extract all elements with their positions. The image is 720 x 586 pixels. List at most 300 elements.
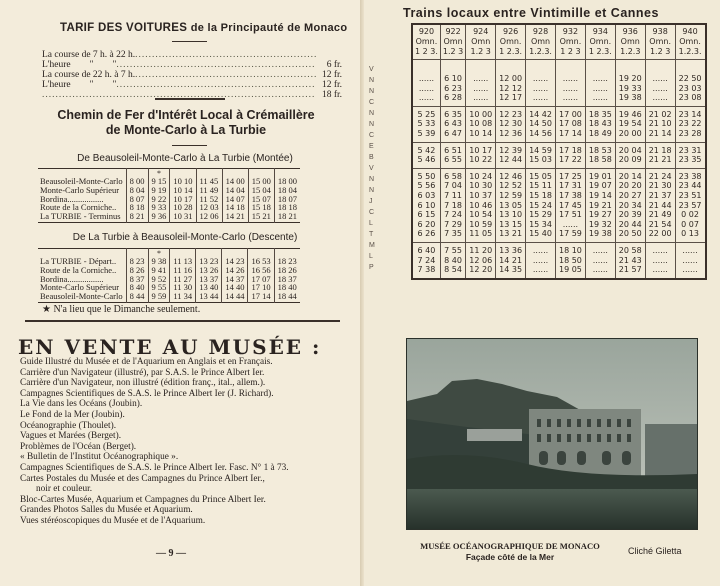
time-cell: 13 21 <box>499 229 523 239</box>
time-cell: 6 35 <box>444 109 462 119</box>
time-cell: 14 26 <box>225 264 245 275</box>
header-line: 932 <box>562 27 579 36</box>
time-cell: 23 14 <box>678 109 702 119</box>
header-line: Omn. <box>589 37 612 46</box>
time-cell: 12 17 <box>499 93 523 103</box>
time-cell: ...... <box>473 83 489 93</box>
departure-column <box>248 249 274 303</box>
train-block <box>412 106 706 142</box>
header-line: 1.2.3 <box>620 47 641 56</box>
time-cell: 18 43 <box>588 119 612 129</box>
time-cell: 13 23 <box>199 256 219 266</box>
train-header <box>555 24 585 60</box>
time-cell: 20 20 <box>618 181 642 191</box>
time-cell: ...... <box>652 74 668 83</box>
time-cell: 7 04 <box>444 181 462 191</box>
vente-item: Problèmes de l'Océan (Berget). <box>20 441 137 452</box>
header-line: 1 2.3. <box>499 47 523 56</box>
time-cell-group <box>675 60 705 107</box>
time-cell: 14 00 <box>225 176 245 186</box>
time-cell: 19 38 <box>588 229 612 239</box>
departure-column <box>222 249 248 303</box>
time-cell: ...... <box>652 265 668 275</box>
header-line: Omn <box>620 37 640 46</box>
descent-timetable <box>38 248 300 303</box>
time-cell: 14 59 <box>529 145 552 155</box>
vente-item: Campagnes Scientifiques de S.A.S. le Prince Albert Ier. Fasc. N° 1 à 73. <box>20 462 289 473</box>
time-cell: 5 39 <box>417 128 436 138</box>
time-cell: 21 14 <box>648 128 672 138</box>
departure-column <box>196 249 222 303</box>
time-cell: 7 29 <box>444 219 462 229</box>
time-cell: ...... <box>532 93 549 103</box>
tarif-row <box>42 70 342 80</box>
departure-column <box>196 169 222 223</box>
header-line: 1.2 3 <box>470 47 491 56</box>
time-cell: 10 22 <box>469 155 493 165</box>
time-cell-group <box>496 242 526 278</box>
leader-dots <box>135 50 316 60</box>
time-cell: 8 21 <box>129 211 145 222</box>
museum-photo-image <box>407 339 697 529</box>
time-cell: 7 38 <box>417 265 436 275</box>
margin-letter: N <box>369 77 375 84</box>
vente-item: Vues stéréoscopiques du Musée et de l'Aquarium. <box>20 515 206 526</box>
time-cell: ...... <box>652 255 668 265</box>
time-cell: 5 56 <box>417 181 436 191</box>
vente-title: EN VENTE AU MUSÉE : <box>18 335 322 359</box>
header-line: 928 <box>532 27 549 36</box>
time-cell: 13 05 <box>499 200 523 210</box>
time-cell: 21 30 <box>648 181 672 191</box>
time-cell: 13 40 <box>199 282 219 293</box>
time-cell: ...... <box>592 93 608 103</box>
time-cell: 18 40 <box>277 282 297 293</box>
time-cell: 17 07 <box>251 273 271 284</box>
time-cell: 17 45 <box>558 200 582 210</box>
time-cell: 6 43 <box>444 119 462 129</box>
rack-railway-title <box>26 108 346 138</box>
vente-item: Le Fond de la Mer (Joubin). <box>20 409 125 420</box>
time-cell: ...... <box>532 83 549 93</box>
time-cell: 23 35 <box>678 155 702 165</box>
time-cell: 22 50 <box>678 74 702 83</box>
time-cell-group <box>555 242 585 278</box>
time-cell: 10 17 <box>469 145 493 155</box>
station-name: Beausoleil-Monte-Carlo <box>40 176 123 186</box>
time-cell: ...... <box>592 74 608 83</box>
time-cell: ...... <box>418 93 435 103</box>
time-cell: 23 44 <box>678 181 702 191</box>
time-cell: 19 07 <box>588 181 612 191</box>
time-cell: 23 31 <box>678 145 702 155</box>
time-cell: 10 28 <box>173 202 193 213</box>
time-cell: 6 20 <box>417 219 436 229</box>
time-cell: 20 14 <box>618 171 642 181</box>
time-cell: 19 27 <box>588 210 612 220</box>
time-cell: 10 17 <box>173 193 193 204</box>
time-cell: 5 33 <box>417 119 436 129</box>
time-cell: 19 54 <box>618 119 642 129</box>
header-line: Omn <box>443 37 463 46</box>
time-cell: 21 24 <box>648 171 672 181</box>
time-cell: 19 20 <box>618 74 642 83</box>
time-cell: 11 45 <box>199 176 219 186</box>
margin-letter: M <box>369 242 375 249</box>
vente-item: Bloc-Cartes Musée, Aquarium et Campagnes du Prince Albert Ier. <box>20 494 266 505</box>
vente-item: La Vie dans les Océans (Joubin). <box>20 399 143 410</box>
vente-item: Carrière d'un Navigateur (illustré), par S.A.S. le Prince Albert Ier. <box>20 367 265 378</box>
header-line: 1 2 3. <box>415 47 438 56</box>
time-cell: 15 24 <box>529 200 552 210</box>
time-cell: 19 32 <box>588 219 612 229</box>
trains-header <box>412 24 706 60</box>
time-cell: 20 58 <box>618 245 642 255</box>
margin-letter: N <box>369 88 375 95</box>
time-cell: 20 50 <box>618 229 642 239</box>
time-cell: 7 55 <box>444 245 462 255</box>
time-cell: 13 26 <box>199 264 219 275</box>
tarif-title <box>60 22 347 34</box>
time-cell: ...... <box>592 265 608 275</box>
time-cell: 5 46 <box>417 155 436 165</box>
departure-column <box>274 249 300 303</box>
margin-letter: L <box>369 220 373 227</box>
time-cell: 21 18 <box>648 145 672 155</box>
leader-dots <box>135 70 316 80</box>
time-cell-group <box>585 168 615 242</box>
tarif-label: La course de 7 h. à 22 h. <box>42 50 136 60</box>
time-cell-group <box>440 106 465 142</box>
time-cell-group <box>585 242 615 278</box>
ascent-timetable <box>38 168 300 223</box>
vente-item: « Bulletin de l'Institut Océanographique ». <box>20 452 179 463</box>
time-cell: 6 15 <box>417 210 436 220</box>
tarif-title-caps: TARIF DES VOITURES <box>60 22 188 34</box>
time-cell: 13 10 <box>499 210 523 220</box>
tarif-row <box>42 60 342 70</box>
time-cell: 14 44 <box>225 291 245 302</box>
time-cell: 16 56 <box>251 264 271 275</box>
vente-item: noir et couleur. <box>36 484 93 495</box>
tarif-price: 6 fr. <box>326 60 342 70</box>
margin-letter: L <box>369 253 373 260</box>
time-cell: 14 35 <box>499 265 523 275</box>
departure-column <box>148 249 170 303</box>
time-cell: 12 06 <box>469 255 493 265</box>
time-cell: 17 31 <box>558 181 582 191</box>
sunday-star: * <box>156 169 161 178</box>
time-cell: ...... <box>532 245 549 255</box>
time-cell: 8 23 <box>129 256 145 266</box>
departure-column <box>170 249 196 303</box>
time-cell: 7 24 <box>417 255 436 265</box>
margin-letter: C <box>369 132 375 139</box>
time-cell: 7 35 <box>444 229 462 239</box>
time-cell: 6 51 <box>444 145 462 155</box>
time-cell: ...... <box>682 265 698 275</box>
time-cell: ...... <box>532 74 549 83</box>
departure-column <box>126 169 148 223</box>
time-cell: 20 34 <box>618 200 642 210</box>
margin-letter: T <box>369 231 374 238</box>
tarif-row <box>42 50 342 60</box>
time-cell-group <box>412 242 440 278</box>
header-line: 936 <box>622 27 638 36</box>
time-cell: 17 00 <box>558 109 582 119</box>
time-cell: 10 30 <box>469 181 493 191</box>
tarif-label: L'heure " " <box>42 80 117 90</box>
time-cell: 14 18 <box>225 202 245 213</box>
time-cell: ...... <box>652 93 668 103</box>
time-cell: 22 00 <box>648 229 672 239</box>
time-cell-group <box>496 168 526 242</box>
time-cell: 14 50 <box>529 119 552 129</box>
time-cell: 14 21 <box>499 255 523 265</box>
time-cell: 23 22 <box>678 119 702 129</box>
time-cell: ...... <box>562 83 579 93</box>
time-cell: 18 10 <box>558 245 582 255</box>
time-cell-group <box>412 168 440 242</box>
time-cell: 11 13 <box>173 256 193 266</box>
time-cell: 17 10 <box>251 282 271 293</box>
time-cell: 23 38 <box>678 171 702 181</box>
time-cell: 9 19 <box>151 184 167 195</box>
time-cell: 21 37 <box>648 190 672 200</box>
margin-letter: V <box>369 165 374 172</box>
departure-column <box>222 169 248 223</box>
time-cell: 10 37 <box>469 190 493 200</box>
caption-line1: MUSÉE OCÉANOGRAPHIQUE DE MONACO <box>420 541 600 551</box>
time-cell: ...... <box>682 245 698 255</box>
time-cell: 14 04 <box>225 184 245 195</box>
time-cell: 9 38 <box>151 256 167 266</box>
time-cell: 5 25 <box>417 109 436 119</box>
station-name: Bordina................. <box>40 273 104 284</box>
header-line: Omn. <box>415 37 438 46</box>
header-row <box>412 24 706 60</box>
time-cell: 11 16 <box>173 264 193 275</box>
time-cell: 8 07 <box>129 193 145 204</box>
time-cell: 13 44 <box>199 291 219 302</box>
divider <box>172 145 207 146</box>
train-block <box>412 168 706 242</box>
time-cell: 15 18 <box>251 202 271 213</box>
station-name: Monte-Carlo Supérieur <box>40 184 120 195</box>
time-cell: ...... <box>592 255 608 265</box>
time-cell: ...... <box>652 83 668 93</box>
museum-photo <box>406 338 698 530</box>
train-header <box>526 24 556 60</box>
time-cell: 21 57 <box>618 265 642 275</box>
tarif-label: La course de 22 h. à 7 h. <box>42 70 136 80</box>
time-cell-group <box>496 60 526 107</box>
time-cell: 12 46 <box>499 171 523 181</box>
time-cell: 11 30 <box>173 282 193 293</box>
ascent-heading: De Beausoleil-Monte-Carlo à La Turbie (Montée) <box>77 153 293 164</box>
caption-line2: Façade côté de la Mer <box>465 552 555 562</box>
time-cell: 10 24 <box>469 171 493 181</box>
time-cell: 7 18 <box>444 200 462 210</box>
station-name: Bordina................. <box>40 193 104 204</box>
time-cell: 9 33 <box>151 202 167 213</box>
time-cell: 12 12 <box>499 83 523 93</box>
photo-credit: Cliché Giletta <box>628 546 682 556</box>
time-cell: 0 07 <box>681 219 699 229</box>
time-cell: 21 21 <box>648 155 672 165</box>
time-cell-group <box>645 60 675 107</box>
time-cell: 12 30 <box>499 119 523 129</box>
time-cell: 18 21 <box>277 211 297 222</box>
header-line: 1.2 3 <box>442 47 464 56</box>
header-line: Omn. <box>679 37 701 46</box>
time-cell: 7 11 <box>444 190 462 200</box>
time-cell: 11 27 <box>173 273 193 284</box>
time-cell: 8 18 <box>129 202 145 213</box>
header-line: 1.2.3. <box>678 47 702 56</box>
header-line: 1 2.3. <box>588 47 612 56</box>
time-cell: 11 20 <box>469 245 493 255</box>
time-cell: ...... <box>473 93 489 103</box>
time-cell-group <box>675 142 705 168</box>
time-cell: 6 10 <box>444 74 462 83</box>
header-line: 934 <box>592 27 608 36</box>
time-cell: 12 06 <box>199 211 219 222</box>
station-name: La TURBIE - Terminus <box>40 211 121 222</box>
leader-dots <box>116 80 316 90</box>
rack-title-line2: de Monte-Carlo à La Turbie <box>105 123 267 137</box>
time-cell: 6 23 <box>444 83 462 93</box>
tarif-label: L'heure " " <box>42 60 117 70</box>
tarif-price: 12 fr. <box>321 80 342 90</box>
tarif-list <box>42 50 342 100</box>
time-cell: ...... <box>473 74 489 83</box>
header-line: 1.2.3. <box>529 47 552 56</box>
time-cell: 9 15 <box>151 176 167 186</box>
station-name: Beausoleil-Monte-Carlo <box>40 291 123 302</box>
vente-list <box>20 357 360 527</box>
margin-letter: N <box>369 176 375 183</box>
departure-column <box>274 169 300 223</box>
time-cell: 18 49 <box>588 128 612 138</box>
station-name: Route de la Corniche.. <box>40 202 117 213</box>
leader-dots <box>116 60 316 70</box>
time-cell: 12 00 <box>499 74 523 83</box>
trains-title: Trains locaux entre Vintimille et Cannes <box>403 6 659 20</box>
time-cell: 18 26 <box>277 264 297 275</box>
time-cell: 8 54 <box>444 265 462 275</box>
train-block <box>412 60 706 107</box>
time-cell: 15 18 <box>529 190 552 200</box>
sunday-star: * <box>156 249 161 258</box>
time-cell: 21 10 <box>648 119 672 129</box>
time-cell: 13 15 <box>499 219 523 229</box>
train-header <box>585 24 615 60</box>
time-cell: 12 20 <box>469 265 493 275</box>
time-cell: 17 38 <box>558 190 582 200</box>
time-cell-group <box>526 60 556 107</box>
header-line: 920 <box>418 27 435 36</box>
header-line: 1.2 3 <box>649 47 671 56</box>
time-cell: 12 39 <box>499 145 523 155</box>
rack-row <box>38 169 300 223</box>
time-cell-group <box>412 60 440 107</box>
time-cell-group <box>615 142 645 168</box>
train-header <box>645 24 675 60</box>
header-line: 940 <box>682 27 698 36</box>
time-cell: 18 44 <box>277 291 297 302</box>
divider <box>25 320 340 322</box>
time-cell: 12 23 <box>499 109 523 119</box>
time-cell: ...... <box>592 245 608 255</box>
time-cell: 14 07 <box>225 193 245 204</box>
photo-caption <box>410 541 610 563</box>
time-cell: 8 00 <box>129 176 145 186</box>
time-cell: 17 51 <box>558 210 582 220</box>
header-line: Omn. <box>559 37 582 46</box>
time-cell: 9 52 <box>151 273 167 284</box>
sunday-note: ★ N'a lieu que le Dimanche seulement. <box>42 304 201 315</box>
time-cell: 6 28 <box>444 93 462 103</box>
time-cell: 11 52 <box>199 193 219 204</box>
time-cell-group <box>555 60 585 107</box>
time-cell: 9 41 <box>151 264 167 275</box>
time-cell: 14 23 <box>225 256 245 266</box>
time-cell: 10 10 <box>173 176 193 186</box>
time-cell: 18 23 <box>277 256 297 266</box>
time-cell: 15 05 <box>529 171 552 181</box>
vente-item: Campagnes Scientifiques de S.A.S. le Prince Albert Ier (J. Richard). <box>20 388 274 399</box>
time-cell-group <box>645 242 675 278</box>
margin-letter: J <box>369 198 373 205</box>
time-cell: ...... <box>532 265 549 275</box>
time-cell: 13 37 <box>199 273 219 284</box>
time-cell-group <box>526 242 556 278</box>
margin-letter: C <box>369 209 375 216</box>
time-cell-group <box>645 168 675 242</box>
vente-item: Guide Illustré du Musée et de l'Aquarium en Anglais et en Français. <box>20 357 273 367</box>
margin-letters <box>369 64 383 273</box>
trains-body <box>412 60 706 279</box>
departure-column <box>126 249 148 303</box>
time-cell: 21 49 <box>648 210 672 220</box>
time-cell: 12 44 <box>499 155 523 165</box>
time-cell: 12 52 <box>499 181 523 191</box>
vente-item: Grandes Photos Salles du Musée et Aquarium. <box>20 505 193 516</box>
time-cell: ...... <box>562 219 579 229</box>
time-cell: 20 00 <box>618 128 642 138</box>
time-cell: 14 40 <box>225 282 245 293</box>
time-cell-group <box>440 242 465 278</box>
time-cell: 14 42 <box>529 109 552 119</box>
time-cell: 8 04 <box>129 184 145 195</box>
time-cell: 9 59 <box>151 291 167 302</box>
time-cell: 6 47 <box>444 128 462 138</box>
time-cell: ...... <box>418 83 435 93</box>
header-line: Omn <box>530 37 551 46</box>
time-cell: 10 59 <box>469 219 493 229</box>
time-cell: 6 10 <box>417 200 436 210</box>
time-cell: 20 09 <box>618 155 642 165</box>
time-cell: 20 44 <box>618 219 642 229</box>
time-cell: 12 36 <box>499 128 523 138</box>
station-names <box>38 249 126 303</box>
time-cell: 19 33 <box>618 83 642 93</box>
time-cell: 18 53 <box>588 145 612 155</box>
vente-item: Océanographie (Thoulet). <box>20 420 117 431</box>
station-name: La TURBIE - Départ.. <box>40 256 117 266</box>
villa <box>467 429 522 441</box>
